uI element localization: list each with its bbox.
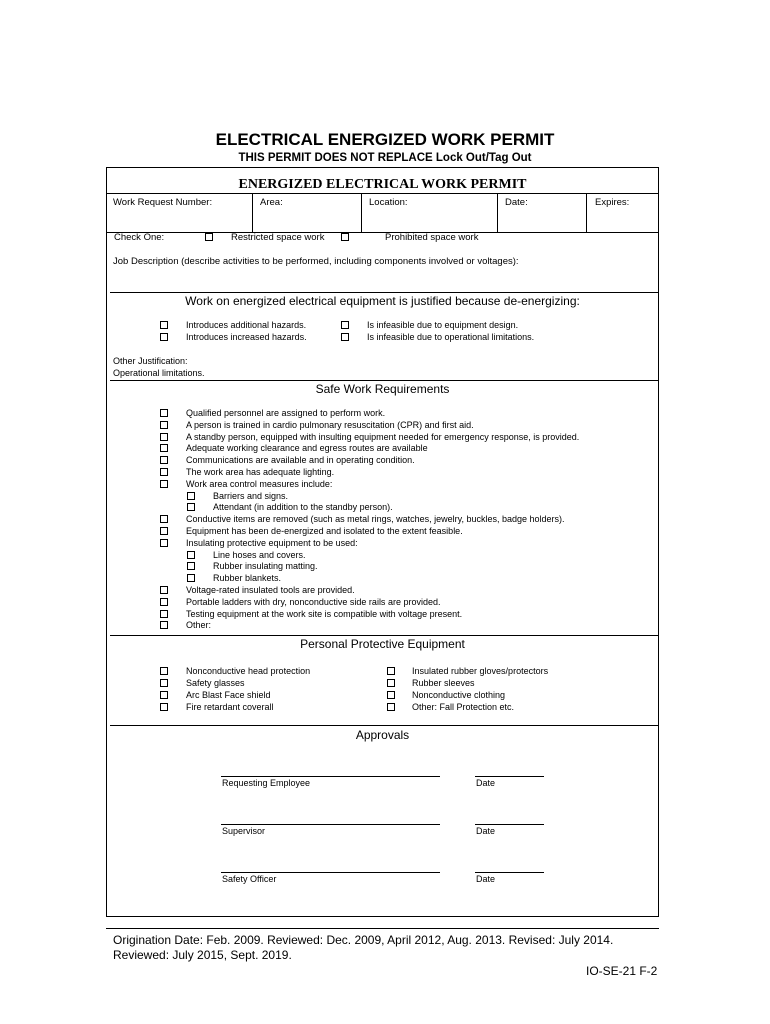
- ppe-checkbox[interactable]: [387, 703, 395, 711]
- safe-work-checkbox[interactable]: [160, 610, 168, 618]
- safe-work-checkbox[interactable]: [160, 409, 168, 417]
- header-fields-row: [107, 193, 658, 233]
- safe-work-item: Qualified personnel are assigned to perform work.: [186, 408, 386, 418]
- safe-work-item: Rubber insulating matting.: [213, 561, 318, 572]
- safe-work-item: Line hoses and covers.: [213, 549, 306, 560]
- requesting-employee-label: Requesting Employee: [222, 778, 311, 788]
- ppe-checkbox[interactable]: [387, 679, 395, 687]
- footer-line-1: Origination Date: Feb. 2009. Reviewed: Dec. 2009, April 2012, Aug. 2013. Revised: July 2014.: [113, 933, 614, 947]
- supervisor-signature-line[interactable]: [221, 824, 440, 825]
- safe-work-item: The work area has adequate lighting.: [186, 467, 335, 477]
- footer-line-2: Reviewed: July 2015, Sept. 2019.: [113, 948, 292, 962]
- safe-work-checkbox[interactable]: [160, 421, 168, 429]
- document-subtitle: THIS PERMIT DOES NOT REPLACE Lock Out/Tag Out: [238, 152, 532, 164]
- date-label: Date: [476, 778, 496, 788]
- safe-work-checkbox[interactable]: [160, 598, 168, 606]
- safe-work-checkbox[interactable]: [187, 551, 195, 559]
- safe-work-item: A standby person, equipped with insulting equipment needed for emergency response, is provided.: [186, 431, 580, 442]
- checkbox[interactable]: [160, 333, 168, 341]
- other-justification-label: Other Justification:: [113, 356, 188, 366]
- ppe-item: Safety glasses: [186, 678, 245, 688]
- safe-work-item: Work area control measures include:: [186, 478, 333, 489]
- divider: [586, 194, 587, 232]
- safe-work-item: Adequate working clearance and egress routes are available: [186, 443, 428, 454]
- safety-officer-label: Safety Officer: [222, 874, 277, 884]
- divider: [361, 194, 362, 232]
- safe-work-checkbox[interactable]: [187, 492, 195, 500]
- safe-work-item: Voltage-rated insulated tools are provided.: [186, 585, 355, 595]
- date-label: Date: [476, 874, 496, 884]
- safety-officer-date-line[interactable]: [475, 872, 544, 873]
- approvals-heading: Approvals: [355, 728, 410, 742]
- safe-work-item: Attendant (in addition to the standby person).: [213, 502, 393, 513]
- ppe-checkbox[interactable]: [387, 667, 395, 675]
- ppe-item: Insulated rubber gloves/protectors: [412, 666, 549, 676]
- requesting-employee-signature-line[interactable]: [221, 776, 440, 777]
- safe-work-checkbox[interactable]: [160, 444, 168, 452]
- location-field[interactable]: Location:: [369, 197, 408, 208]
- ppe-item: Nonconductive head protection: [186, 666, 311, 676]
- justification-item: Is infeasible due to operational limitations.: [367, 332, 535, 342]
- form-heading: ENERGIZED ELECTRICAL WORK PERMIT: [238, 177, 527, 192]
- requesting-employee-date-line[interactable]: [475, 776, 544, 777]
- safe-work-item: Communications are available and in operating condition.: [186, 455, 415, 466]
- expires-field[interactable]: Expires:: [595, 197, 630, 208]
- supervisor-label: Supervisor: [222, 826, 266, 836]
- ppe-checkbox[interactable]: [160, 703, 168, 711]
- justification-heading: Work on energized electrical equipment is justified because de-energizing:: [185, 294, 580, 308]
- safe-work-checkbox[interactable]: [160, 480, 168, 488]
- ppe-item: Other: Fall Protection etc.: [412, 702, 515, 712]
- area-field[interactable]: Area:: [260, 197, 283, 208]
- ppe-checkbox[interactable]: [160, 691, 168, 699]
- safe-work-item: Other:: [186, 620, 212, 631]
- prohibited-space-checkbox[interactable]: [341, 233, 349, 241]
- date-label: Date: [476, 826, 496, 836]
- safe-work-item: Testing equipment at the work site is compatible with voltage present.: [186, 608, 463, 619]
- other-justification-value[interactable]: Operational limitations.: [113, 368, 205, 378]
- ppe-item: Fire retardant coverall: [186, 702, 274, 712]
- safe-work-heading: Safe Work Requirements: [315, 382, 450, 396]
- ppe-item: Nonconductive clothing: [412, 690, 506, 700]
- divider: [252, 194, 253, 232]
- prohibited-space-label: Prohibited space work: [385, 232, 479, 243]
- restricted-space-checkbox[interactable]: [205, 233, 213, 241]
- justification-item: Introduces increased hazards.: [186, 332, 307, 342]
- safe-work-item: Conductive items are removed (such as metal rings, watches, jewelry, buckles, badge holders).: [186, 514, 565, 525]
- work-request-number-field[interactable]: Work Request Number:: [113, 197, 213, 208]
- safe-work-item: Portable ladders with dry, nonconductive side rails are provided.: [186, 596, 441, 607]
- safety-officer-signature-line[interactable]: [221, 872, 440, 873]
- divider: [110, 292, 658, 293]
- document-code: IO-SE-21 F-2: [586, 964, 658, 978]
- safe-work-checkbox[interactable]: [160, 468, 168, 476]
- divider: [110, 725, 658, 726]
- ppe-heading: Personal Protective Equipment: [300, 637, 465, 651]
- safe-work-item: A person is trained in cardio pulmonary resuscitation (CPR) and first aid.: [186, 419, 474, 430]
- ppe-item: Arc Blast Face shield: [186, 690, 271, 700]
- divider: [106, 928, 659, 929]
- check-one-label: Check One:: [114, 232, 165, 243]
- safe-work-checkbox[interactable]: [187, 562, 195, 570]
- safe-work-checkbox[interactable]: [187, 503, 195, 511]
- ppe-checkbox[interactable]: [387, 691, 395, 699]
- divider: [497, 194, 498, 232]
- restricted-space-label: Restricted space work: [231, 232, 325, 243]
- ppe-checkbox[interactable]: [160, 679, 168, 687]
- safe-work-checkbox[interactable]: [160, 433, 168, 441]
- safe-work-checkbox[interactable]: [160, 456, 168, 464]
- document-title: ELECTRICAL ENERGIZED WORK PERMIT: [215, 130, 555, 149]
- safe-work-item: Rubber blankets.: [213, 573, 282, 584]
- ppe-checkbox[interactable]: [160, 667, 168, 675]
- checkbox[interactable]: [341, 333, 349, 341]
- justification-item: Is infeasible due to equipment design.: [367, 320, 519, 330]
- safe-work-checkbox[interactable]: [160, 515, 168, 523]
- divider: [110, 635, 658, 636]
- checkbox[interactable]: [341, 321, 349, 329]
- safe-work-checkbox[interactable]: [160, 621, 168, 629]
- safe-work-item: Equipment has been de-energized and isolated to the extent feasible.: [186, 526, 463, 536]
- safe-work-checkbox[interactable]: [160, 539, 168, 547]
- job-description-label: Job Description (describe activities to be performed, including components involved or voltages):: [113, 256, 519, 267]
- safe-work-item: Insulating protective equipment to be used:: [186, 537, 358, 548]
- safe-work-checkbox[interactable]: [160, 527, 168, 535]
- safe-work-checkbox[interactable]: [160, 586, 168, 594]
- safe-work-item: Barriers and signs.: [213, 490, 289, 501]
- divider: [110, 380, 658, 381]
- justification-item: Introduces additional hazards.: [186, 320, 307, 330]
- supervisor-date-line[interactable]: [475, 824, 544, 825]
- date-field[interactable]: Date:: [505, 197, 528, 208]
- checkbox[interactable]: [160, 321, 168, 329]
- ppe-item: Rubber sleeves: [412, 678, 475, 688]
- safe-work-checkbox[interactable]: [187, 574, 195, 582]
